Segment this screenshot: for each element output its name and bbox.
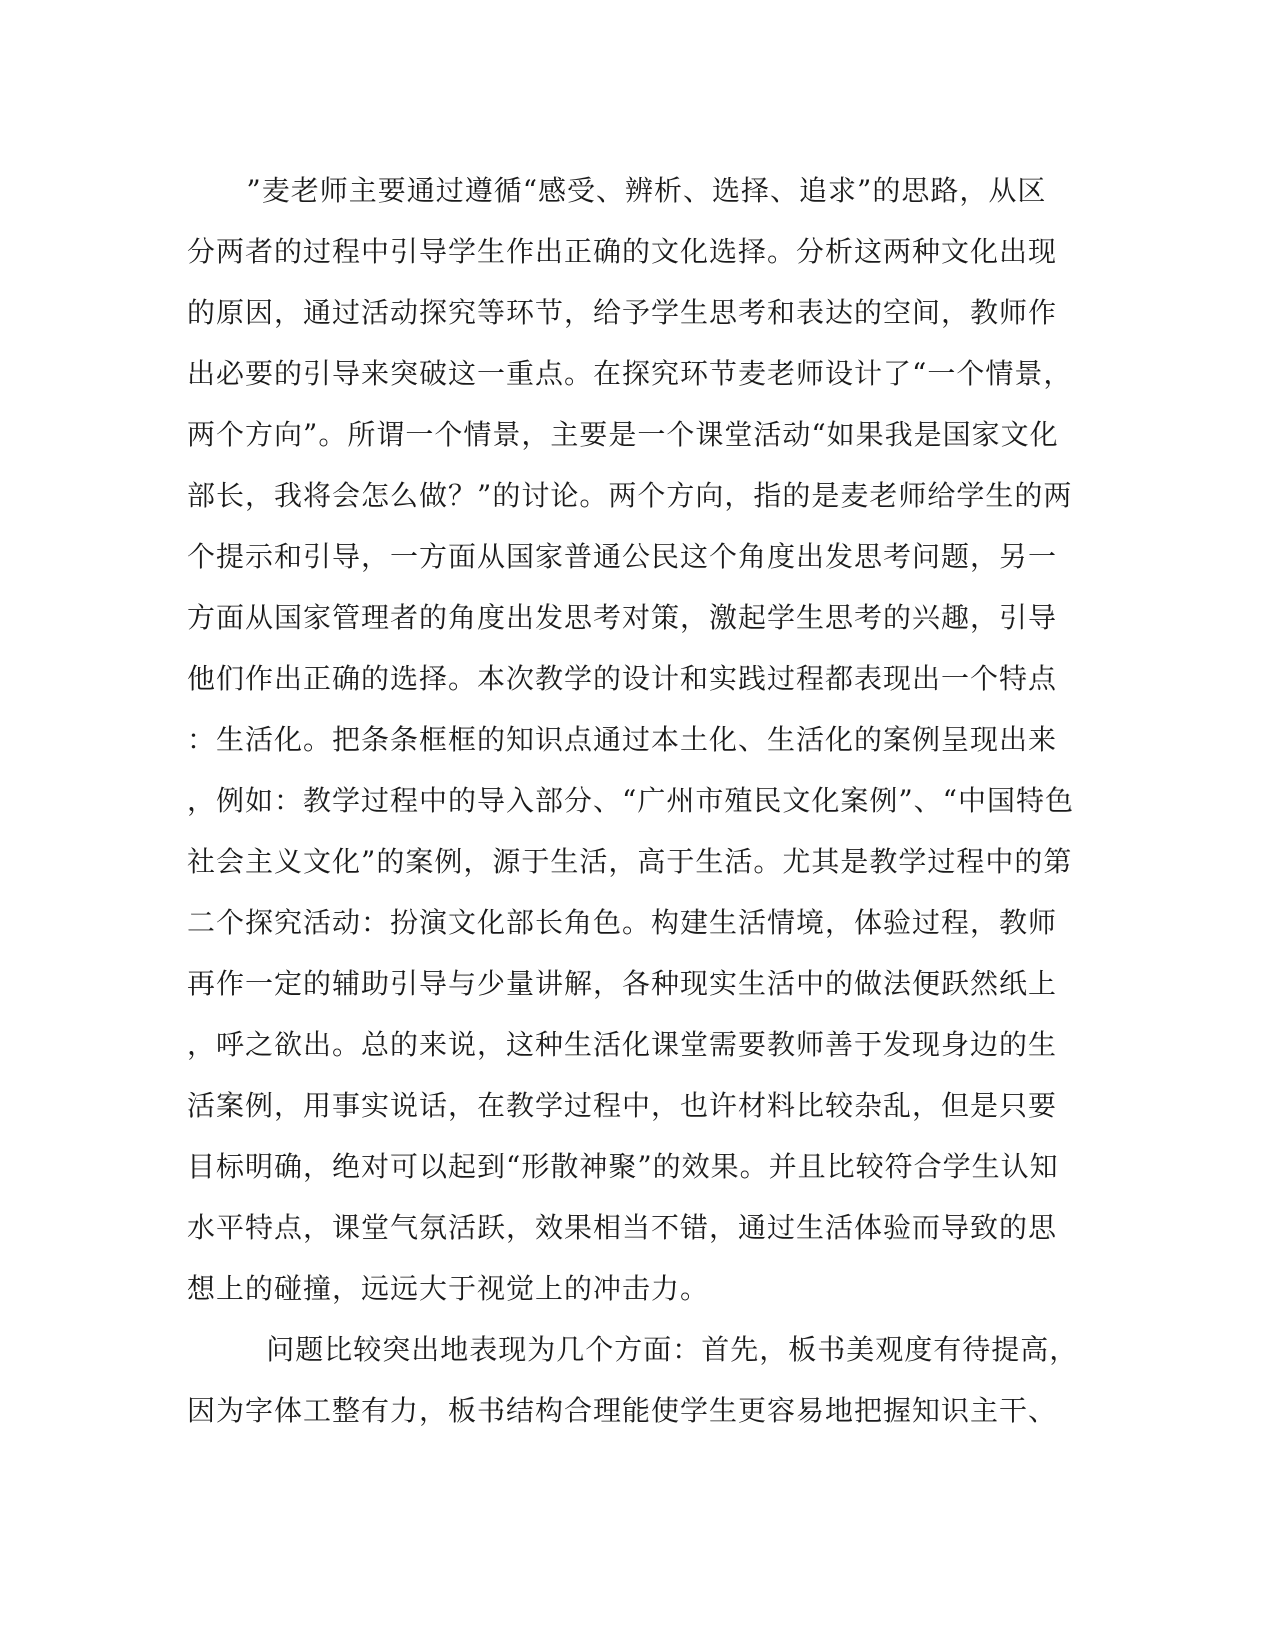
paragraph-2 <box>187 1319 1079 1441</box>
text-line: 目标明确，绝对可以起到“形散神聚”的效果。并且比较符合学生认知 <box>187 1150 1059 1183</box>
text-line: 出必要的引导来突破这一重点。在探究环节麦老师设计了“一个情景， <box>187 357 1073 390</box>
text-line: 再作一定的辅助引导与少量讲解，各种现实生活中的做法便跃然纸上 <box>187 967 1058 1000</box>
text-line: 活案例，用事实说话，在教学过程中，也许材料比较杂乱，但是只要 <box>187 1089 1058 1122</box>
text-line: 问题比较突出地表现为几个方面：首先，板书美观度有待提高， <box>187 1333 1079 1366</box>
text-line: 分两者的过程中引导学生作出正确的文化选择。分析这两种文化出现 <box>187 235 1058 268</box>
text-line: 想上的碰撞，远远大于视觉上的冲击力。 <box>187 1272 710 1305</box>
text-line: 因为字体工整有力，板书结构合理能使学生更容易地把握知识主干、 <box>187 1394 1058 1427</box>
text-line: 方面从国家管理者的角度出发思考对策，激起学生思考的兴趣，引导 <box>187 601 1058 634</box>
text-line: 社会主义文化”的案例，源于生活，高于生活。尤其是教学过程中的第 <box>187 845 1073 878</box>
text-line: ，例如：教学过程中的导入部分、“广州市殖民文化案例”、“中国特色 <box>187 784 1074 817</box>
text-line: 的原因，通过活动探究等环节，给予学生思考和表达的空间，教师作 <box>187 296 1058 329</box>
text-line: ：生活化。把条条框框的知识点通过本土化、生活化的案例呈现出来 <box>187 723 1058 756</box>
text-line: 二个探究活动：扮演文化部长角色。构建生活情境，体验过程，教师 <box>187 906 1058 939</box>
text-line: 部长，我将会怎么做？”的讨论。两个方向，指的是麦老师给学生的两 <box>187 479 1073 512</box>
text-line: 两个方向”。所谓一个情景，主要是一个课堂活动“如果我是国家文化 <box>187 418 1059 451</box>
paragraph-1 <box>187 160 1074 1319</box>
text-line: ”麦老师主要通过遵循“感受、辨析、选择、追求”的思路，从区 <box>187 174 1047 207</box>
text-line: 他们作出正确的选择。本次教学的设计和实践过程都表现出一个特点 <box>187 662 1058 695</box>
text-line: 水平特点，课堂气氛活跃，效果相当不错，通过生活体验而导致的思 <box>187 1211 1058 1244</box>
text-line: ，呼之欲出。总的来说，这种生活化课堂需要教师善于发现身边的生 <box>187 1028 1058 1061</box>
body-text <box>187 160 1079 1441</box>
text-line: 个提示和引导，一方面从国家普通公民这个角度出发思考问题，另一 <box>187 540 1058 573</box>
